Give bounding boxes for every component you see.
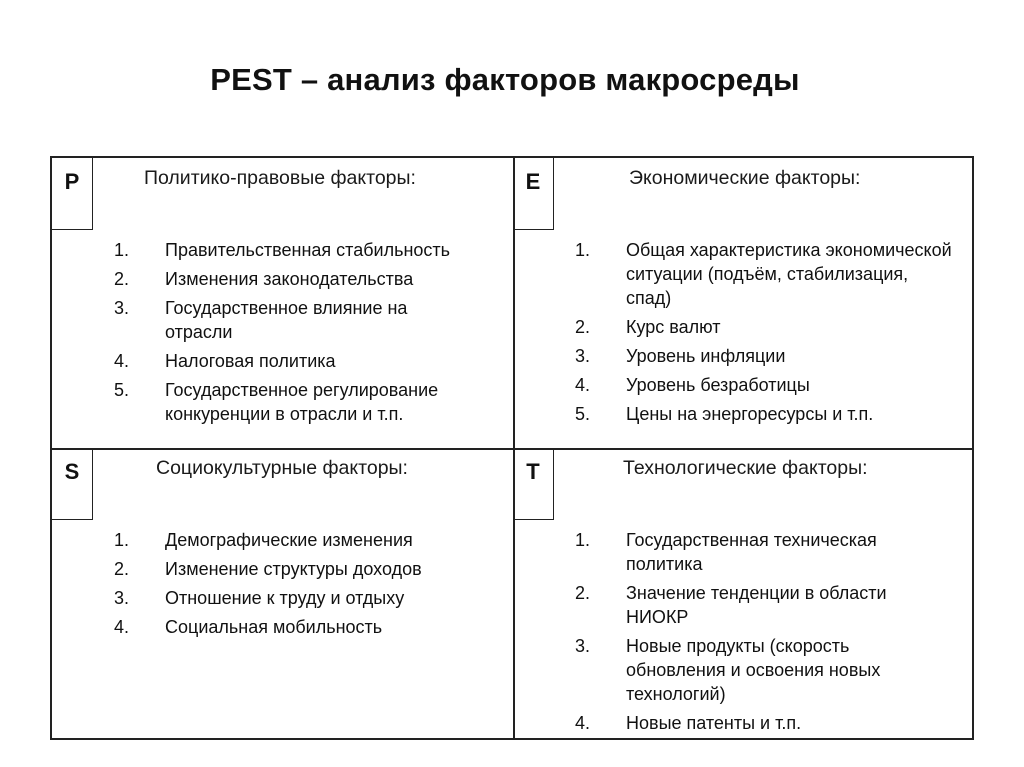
list-item bbox=[513, 315, 975, 339]
factor-list-social bbox=[52, 528, 514, 644]
pest-table bbox=[50, 156, 974, 740]
list-item bbox=[52, 557, 514, 581]
item-number: 1. bbox=[575, 530, 591, 550]
list-item bbox=[513, 344, 975, 368]
list-item bbox=[513, 373, 975, 397]
item-text: Социальная мобильность bbox=[165, 617, 383, 637]
letter-badge-e: E bbox=[513, 158, 554, 230]
list-item bbox=[52, 238, 514, 262]
item-number: 1. bbox=[114, 530, 130, 550]
page-title: PEST – анализ факторов макросреды bbox=[210, 62, 800, 97]
item-text: Отношение к труду и отдыху bbox=[165, 588, 405, 608]
quadrant-heading-social: Социокультурные факторы: bbox=[156, 457, 408, 479]
list-item bbox=[52, 267, 514, 291]
item-text: Новые патенты и т.п. bbox=[626, 713, 802, 733]
item-text: Общая характеристика экономической ситуации (подъём, стабилизация, спад) bbox=[626, 240, 952, 308]
item-text: Демографические изменения bbox=[165, 530, 413, 550]
item-text: Уровень безработицы bbox=[626, 375, 810, 395]
item-number: 5. bbox=[114, 380, 130, 400]
list-item bbox=[52, 349, 514, 373]
item-number: 3. bbox=[114, 298, 130, 318]
item-number: 1. bbox=[575, 240, 591, 260]
item-text: Цены на энергоресурсы и т.п. bbox=[626, 404, 874, 424]
item-number: 3. bbox=[575, 636, 591, 656]
letter-badge-t: T bbox=[513, 448, 554, 520]
item-number: 4. bbox=[575, 375, 591, 395]
item-number: 1. bbox=[114, 240, 130, 260]
item-number: 3. bbox=[114, 588, 130, 608]
item-number: 4. bbox=[575, 713, 591, 733]
item-text: Государственная техническая политика bbox=[626, 530, 877, 574]
quadrant-political bbox=[52, 158, 514, 450]
list-item bbox=[513, 402, 975, 426]
item-text: Изменения законодательства bbox=[165, 269, 414, 289]
quadrant-heading-political: Политико-правовые факторы: bbox=[144, 167, 416, 189]
letter-badge-s: S bbox=[52, 448, 93, 520]
item-text: Новые продукты (скорость обновления и освоения новых технологий) bbox=[626, 636, 881, 704]
item-text: Правительственная стабильность bbox=[165, 240, 451, 260]
item-number: 2. bbox=[114, 269, 130, 289]
item-number: 2. bbox=[114, 559, 130, 579]
item-number: 2. bbox=[575, 583, 591, 603]
list-item bbox=[513, 528, 975, 576]
item-text: Налоговая политика bbox=[165, 351, 336, 371]
item-number: 2. bbox=[575, 317, 591, 337]
list-item bbox=[513, 634, 975, 706]
item-text: Государственное регулирование конкуренции в отрасли и т.п. bbox=[165, 380, 439, 424]
list-item bbox=[52, 378, 514, 426]
list-item bbox=[513, 711, 975, 735]
item-text: Уровень инфляции bbox=[626, 346, 786, 366]
item-number: 5. bbox=[575, 404, 591, 424]
quadrant-economic bbox=[513, 158, 975, 450]
item-text: Изменение структуры доходов bbox=[165, 559, 422, 579]
item-number: 4. bbox=[114, 351, 130, 371]
list-item bbox=[513, 238, 975, 310]
item-text: Значение тенденции в области НИОКР bbox=[626, 583, 887, 627]
list-item bbox=[52, 296, 514, 344]
item-text: Курс валют bbox=[626, 317, 721, 337]
list-item bbox=[52, 586, 514, 610]
item-text: Государственное влияние на отрасли bbox=[165, 298, 408, 342]
quadrant-heading-economic: Экономические факторы: bbox=[629, 167, 861, 189]
list-item bbox=[52, 615, 514, 639]
quadrant-heading-technological: Технологические факторы: bbox=[623, 457, 868, 479]
list-item bbox=[513, 581, 975, 629]
quadrant-social bbox=[52, 448, 514, 740]
factor-list-economic bbox=[513, 238, 975, 431]
factor-list-technological bbox=[513, 528, 975, 740]
quadrant-technological bbox=[513, 448, 975, 740]
list-item bbox=[52, 528, 514, 552]
letter-badge-p: P bbox=[52, 158, 93, 230]
factor-list-political bbox=[52, 238, 514, 431]
item-number: 3. bbox=[575, 346, 591, 366]
item-number: 4. bbox=[114, 617, 130, 637]
